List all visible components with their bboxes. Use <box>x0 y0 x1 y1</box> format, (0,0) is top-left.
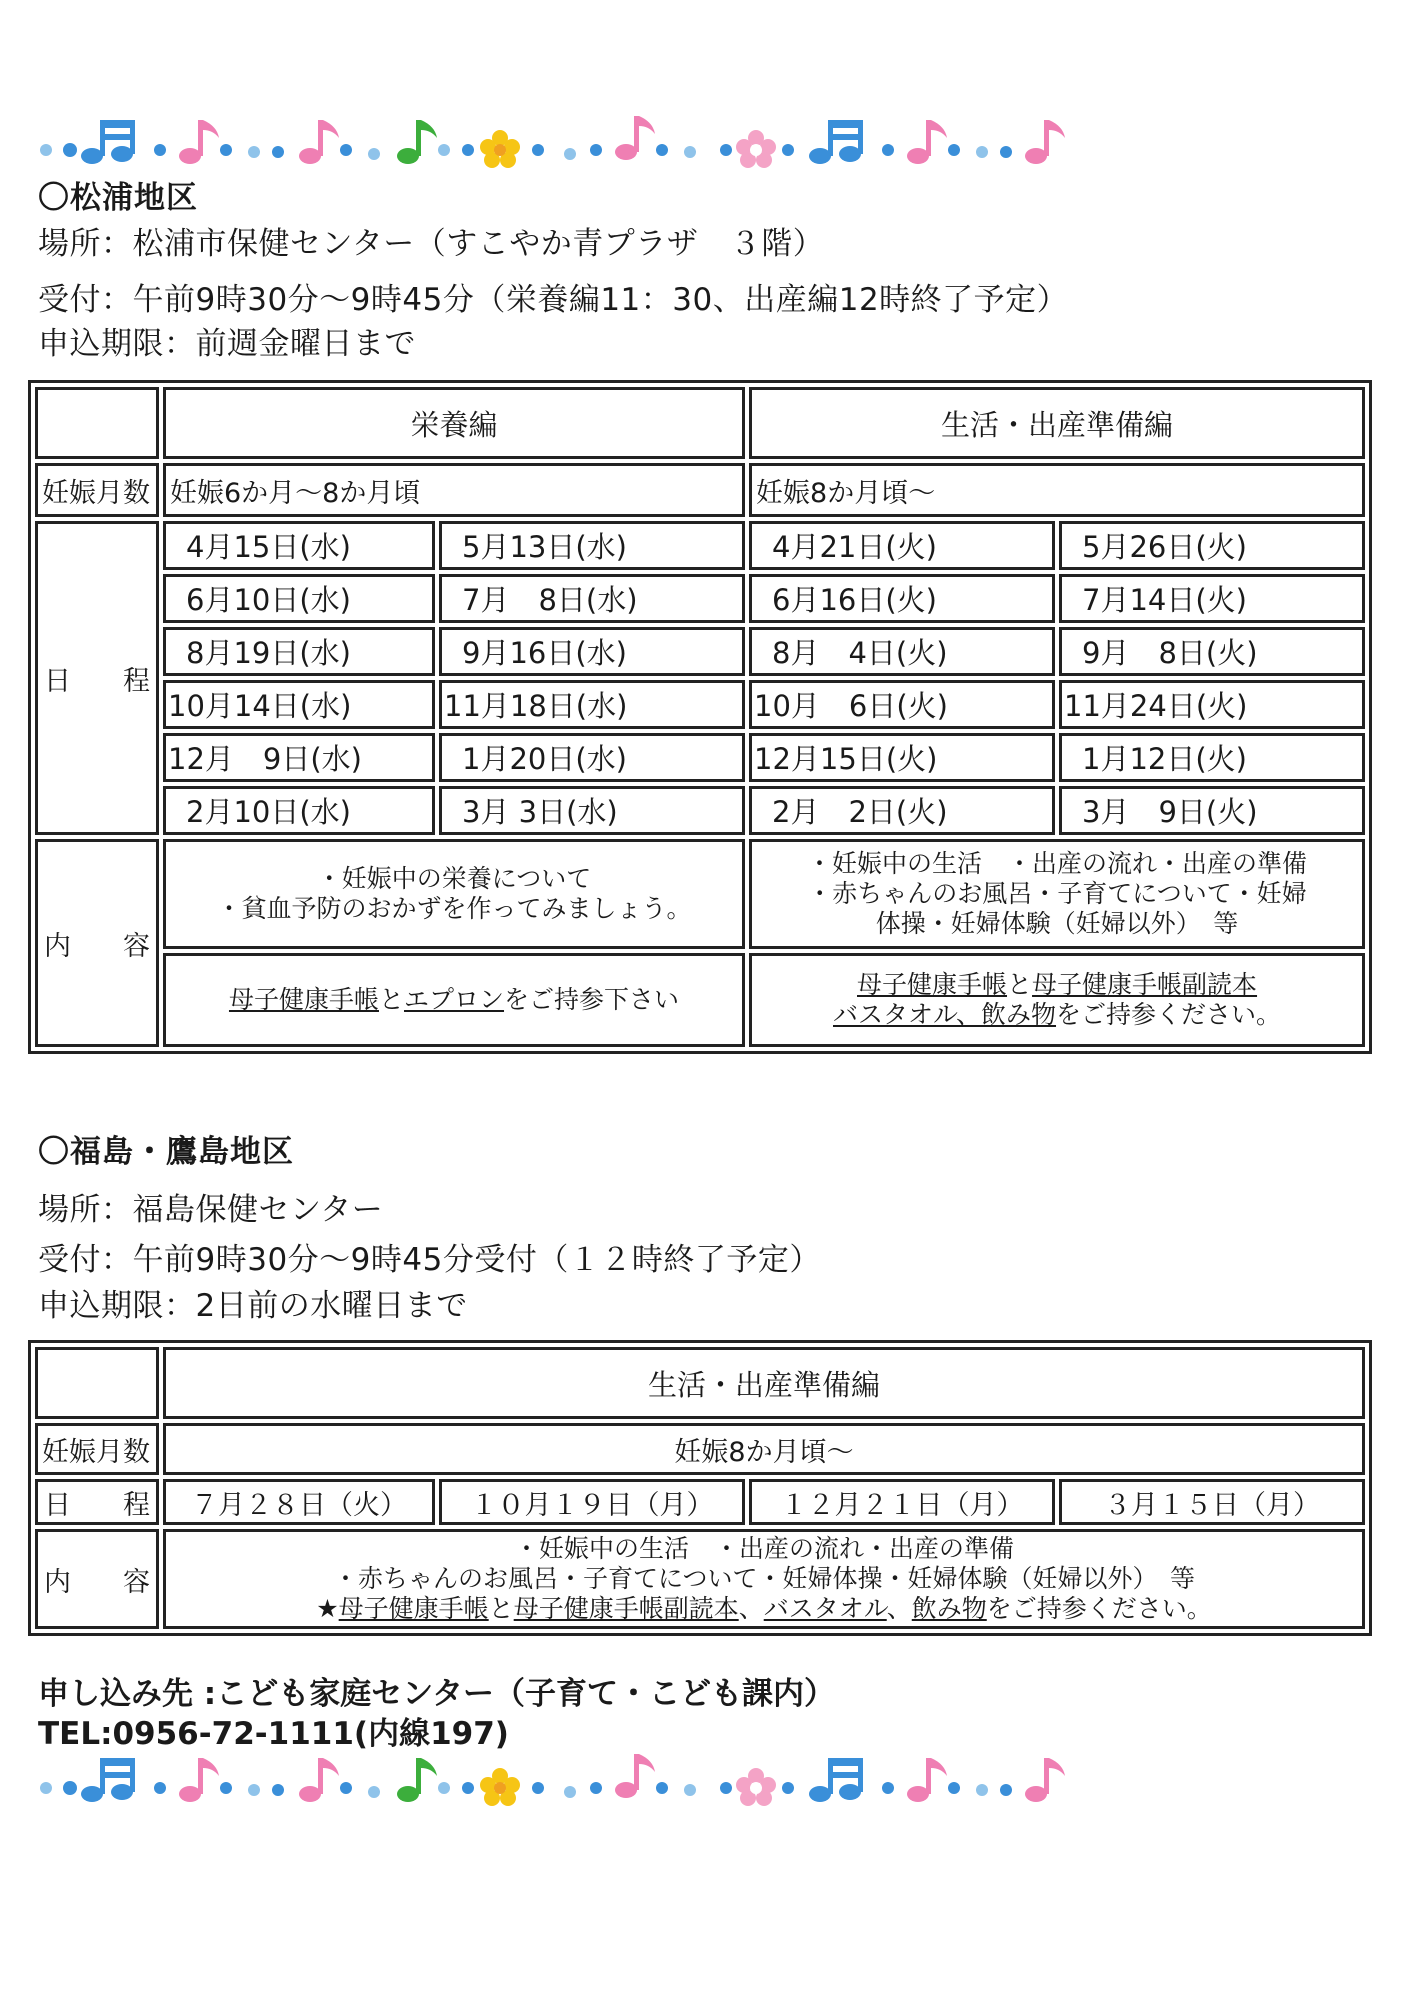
months-nutrition: 妊娠6か月～8か月頃 <box>163 463 745 517</box>
beamed-note-icon <box>81 1758 135 1802</box>
deadline-matsuura: 申込期限：前週金曜日まで <box>38 326 416 362</box>
music-note-icon <box>299 1758 339 1802</box>
bring-item: 母子健康手帳 <box>338 1594 489 1623</box>
bring-separator: 、 <box>738 1594 764 1623</box>
dot-icon <box>590 144 602 156</box>
label-schedule-char: 程 <box>123 1489 150 1521</box>
dot-icon <box>272 1784 284 1796</box>
dot-icon <box>976 146 988 158</box>
dot-icon <box>532 144 544 156</box>
date-cell: 5月26日(火) <box>1059 521 1365 570</box>
dot-icon <box>40 144 52 156</box>
date-cell: 6月10日(水) <box>163 574 435 623</box>
music-note-icon <box>615 116 655 160</box>
dot-icon <box>882 1782 894 1794</box>
date-cell: 5月13日(水) <box>439 521 745 570</box>
label-content <box>35 839 159 1047</box>
date-cell: 4月21日(火) <box>749 521 1055 570</box>
dot-icon <box>656 144 668 156</box>
content-life <box>163 1529 1365 1629</box>
date-cell: 3月 3日(水) <box>439 786 745 835</box>
date-cell: 12月 9日(水) <box>163 733 435 782</box>
dot-icon <box>590 1782 602 1794</box>
bring-suffix: をご持参ください。 <box>1056 1000 1282 1029</box>
bring-items-nutrition <box>163 953 745 1047</box>
bring-items-life <box>749 953 1365 1047</box>
label-content <box>35 1529 159 1629</box>
flower-icon <box>736 1768 776 1806</box>
bring-suffix: をご持参ください。 <box>986 1594 1212 1623</box>
dot-icon <box>684 146 696 158</box>
label-content-char: 内 <box>44 930 71 962</box>
beamed-note-icon <box>809 1758 863 1802</box>
music-note-icon <box>615 1754 655 1798</box>
content-line: ・赤ちゃんのお風呂・子育てについて・妊婦体操・妊婦体験（妊婦以外） 等 <box>333 1564 1196 1593</box>
bring-separator: 、 <box>886 1594 912 1623</box>
dot-icon <box>63 1781 77 1795</box>
music-note-icon <box>179 120 219 164</box>
dot-icon <box>368 1786 380 1798</box>
content-line: 体操・妊婦体験（妊婦以外） 等 <box>875 909 1239 938</box>
months-life: 妊娠8か月頃～ <box>749 463 1365 517</box>
date-cell: 9月16日(水) <box>439 627 745 676</box>
dot-icon <box>948 1782 960 1794</box>
flower-icon <box>736 130 776 168</box>
content-line: ・妊娠中の生活 ・出産の流れ・出産の準備 <box>514 1534 1015 1563</box>
months-life: 妊娠8か月頃～ <box>163 1423 1365 1475</box>
dot-icon <box>220 144 232 156</box>
music-note-icon <box>1025 120 1065 164</box>
beamed-note-icon <box>809 120 863 164</box>
reception-fukushima: 受付：午前9時30分～9時45分受付（１２時終了予定） <box>38 1242 821 1278</box>
label-schedule-char: 日 <box>44 665 71 697</box>
music-note-icon <box>299 120 339 164</box>
date-cell: 11月18日(水) <box>439 680 745 729</box>
beamed-note-icon <box>81 120 135 164</box>
dot-icon <box>438 144 450 156</box>
dot-icon <box>63 143 77 157</box>
dot-icon <box>368 148 380 160</box>
bring-item: 母子健康手帳副読本 <box>1032 970 1258 999</box>
dot-icon <box>532 1782 544 1794</box>
content-line: ・貧血予防のおかずを作ってみましょう。 <box>216 894 692 923</box>
contact-place: 申し込み先 :こども家庭センター（子育て・こども課内） <box>38 1676 835 1712</box>
header-blank-cell <box>35 387 159 459</box>
place-fukushima: 場所：福島保健センター <box>38 1192 384 1228</box>
content-line: ・妊娠中の生活 ・出産の流れ・出産の準備 <box>807 849 1308 878</box>
reception-matsuura: 受付：午前9時30分～9時45分（栄養編11：30、出産編12時終了予定） <box>38 282 1069 318</box>
dot-icon <box>154 1782 166 1794</box>
schedule-table-matsuura <box>28 380 1372 1054</box>
dot-icon <box>656 1782 668 1794</box>
content-line: ・赤ちゃんのお風呂・子育てについて・妊婦 <box>807 879 1307 908</box>
dot-icon <box>882 144 894 156</box>
section-title-fukushima: 〇福島・鷹島地区 <box>38 1134 294 1170</box>
bring-item: バスタオル <box>763 1594 887 1623</box>
music-note-icon <box>1025 1758 1065 1802</box>
dot-icon <box>782 1782 794 1794</box>
header-life-birth: 生活・出産準備編 <box>749 387 1365 459</box>
dot-icon <box>272 146 284 158</box>
dot-icon <box>1000 1784 1012 1796</box>
date-cell: ７月２８日（火） <box>163 1479 435 1525</box>
star-icon: ★ <box>316 1594 339 1623</box>
music-note-icon <box>397 120 437 164</box>
content-life <box>749 839 1365 949</box>
bring-suffix: をご持参下さい <box>504 985 680 1014</box>
dot-icon <box>40 1782 52 1794</box>
dot-icon <box>340 144 352 156</box>
bring-item: 飲み物 <box>911 1594 987 1623</box>
label-schedule <box>35 1479 159 1525</box>
dot-icon <box>564 1786 576 1798</box>
label-schedule-char: 程 <box>123 665 150 697</box>
section-title-matsuura: 〇松浦地区 <box>38 180 198 216</box>
bring-item: 母子健康手帳副読本 <box>513 1594 739 1623</box>
label-content-char: 容 <box>123 1566 150 1598</box>
bring-connector: と <box>488 1594 514 1623</box>
dot-icon <box>782 144 794 156</box>
label-content-char: 容 <box>123 930 150 962</box>
contact-phone: TEL:0956-72-1111(内線197) <box>38 1716 509 1752</box>
date-cell: 2月10日(水) <box>163 786 435 835</box>
date-cell: 9月 8日(火) <box>1059 627 1365 676</box>
bring-connector: と <box>378 985 404 1014</box>
dot-icon <box>948 144 960 156</box>
dot-icon <box>564 148 576 160</box>
date-cell: ３月１５日（月） <box>1059 1479 1365 1525</box>
label-pregnancy-months: 妊娠月数 <box>35 1423 159 1475</box>
dot-icon <box>248 146 260 158</box>
header-life-birth: 生活・出産準備編 <box>163 1347 1365 1419</box>
dot-icon <box>976 1784 988 1796</box>
date-cell: 1月12日(火) <box>1059 733 1365 782</box>
date-cell: １２月２１日（月） <box>749 1479 1055 1525</box>
dot-icon <box>720 1782 732 1794</box>
header-nutrition: 栄養編 <box>163 387 745 459</box>
date-cell: 8月 4日(火) <box>749 627 1055 676</box>
dot-icon <box>684 1784 696 1796</box>
date-cell: 2月 2日(火) <box>749 786 1055 835</box>
music-notes-decoration-bottom <box>30 1750 1340 1810</box>
content-nutrition <box>163 839 745 949</box>
date-cell: 1月20日(水) <box>439 733 745 782</box>
bring-item: エプロン <box>404 985 505 1014</box>
dot-icon <box>462 144 474 156</box>
dot-icon <box>720 144 732 156</box>
dot-icon <box>1000 146 1012 158</box>
bring-item: 母子健康手帳 <box>857 970 1008 999</box>
schedule-table-fukushima <box>28 1340 1372 1636</box>
place-matsuura: 場所：松浦市保健センター（すこやか青プラザ ３階） <box>38 226 825 262</box>
music-note-icon <box>397 1758 437 1802</box>
content-line: ・妊娠中の栄養について <box>316 864 592 893</box>
date-cell: 7月14日(火) <box>1059 574 1365 623</box>
deadline-fukushima: 申込期限：2日前の水曜日まで <box>38 1288 468 1324</box>
bring-item: 母子健康手帳 <box>228 985 379 1014</box>
label-schedule-char: 日 <box>44 1489 71 1521</box>
dot-icon <box>462 1782 474 1794</box>
dot-icon <box>438 1782 450 1794</box>
date-cell: 4月15日(水) <box>163 521 435 570</box>
flower-icon <box>480 130 520 168</box>
date-cell: 10月14日(水) <box>163 680 435 729</box>
flower-icon <box>480 1768 520 1806</box>
music-note-icon <box>179 1758 219 1802</box>
label-schedule <box>35 521 159 835</box>
date-cell: 7月 8日(水) <box>439 574 745 623</box>
music-note-icon <box>907 120 947 164</box>
dot-icon <box>220 1782 232 1794</box>
dot-icon <box>154 144 166 156</box>
date-cell: 3月 9日(火) <box>1059 786 1365 835</box>
music-notes-decoration-top <box>30 112 1340 172</box>
bring-items <box>166 1594 1362 1624</box>
header-blank-cell <box>35 1347 159 1419</box>
date-cell: 12月15日(火) <box>749 733 1055 782</box>
label-pregnancy-months: 妊娠月数 <box>35 463 159 517</box>
bring-item: バスタオル、飲み物 <box>833 1000 1057 1029</box>
music-note-icon <box>907 1758 947 1802</box>
bring-connector: と <box>1007 970 1033 999</box>
date-cell: 11月24日(火) <box>1059 680 1365 729</box>
date-cell: 6月16日(火) <box>749 574 1055 623</box>
date-cell: 8月19日(水) <box>163 627 435 676</box>
dot-icon <box>340 1782 352 1794</box>
date-cell: １０月１９日（月） <box>439 1479 745 1525</box>
date-cell: 10月 6日(火) <box>749 680 1055 729</box>
label-content-char: 内 <box>44 1566 71 1598</box>
dot-icon <box>248 1784 260 1796</box>
